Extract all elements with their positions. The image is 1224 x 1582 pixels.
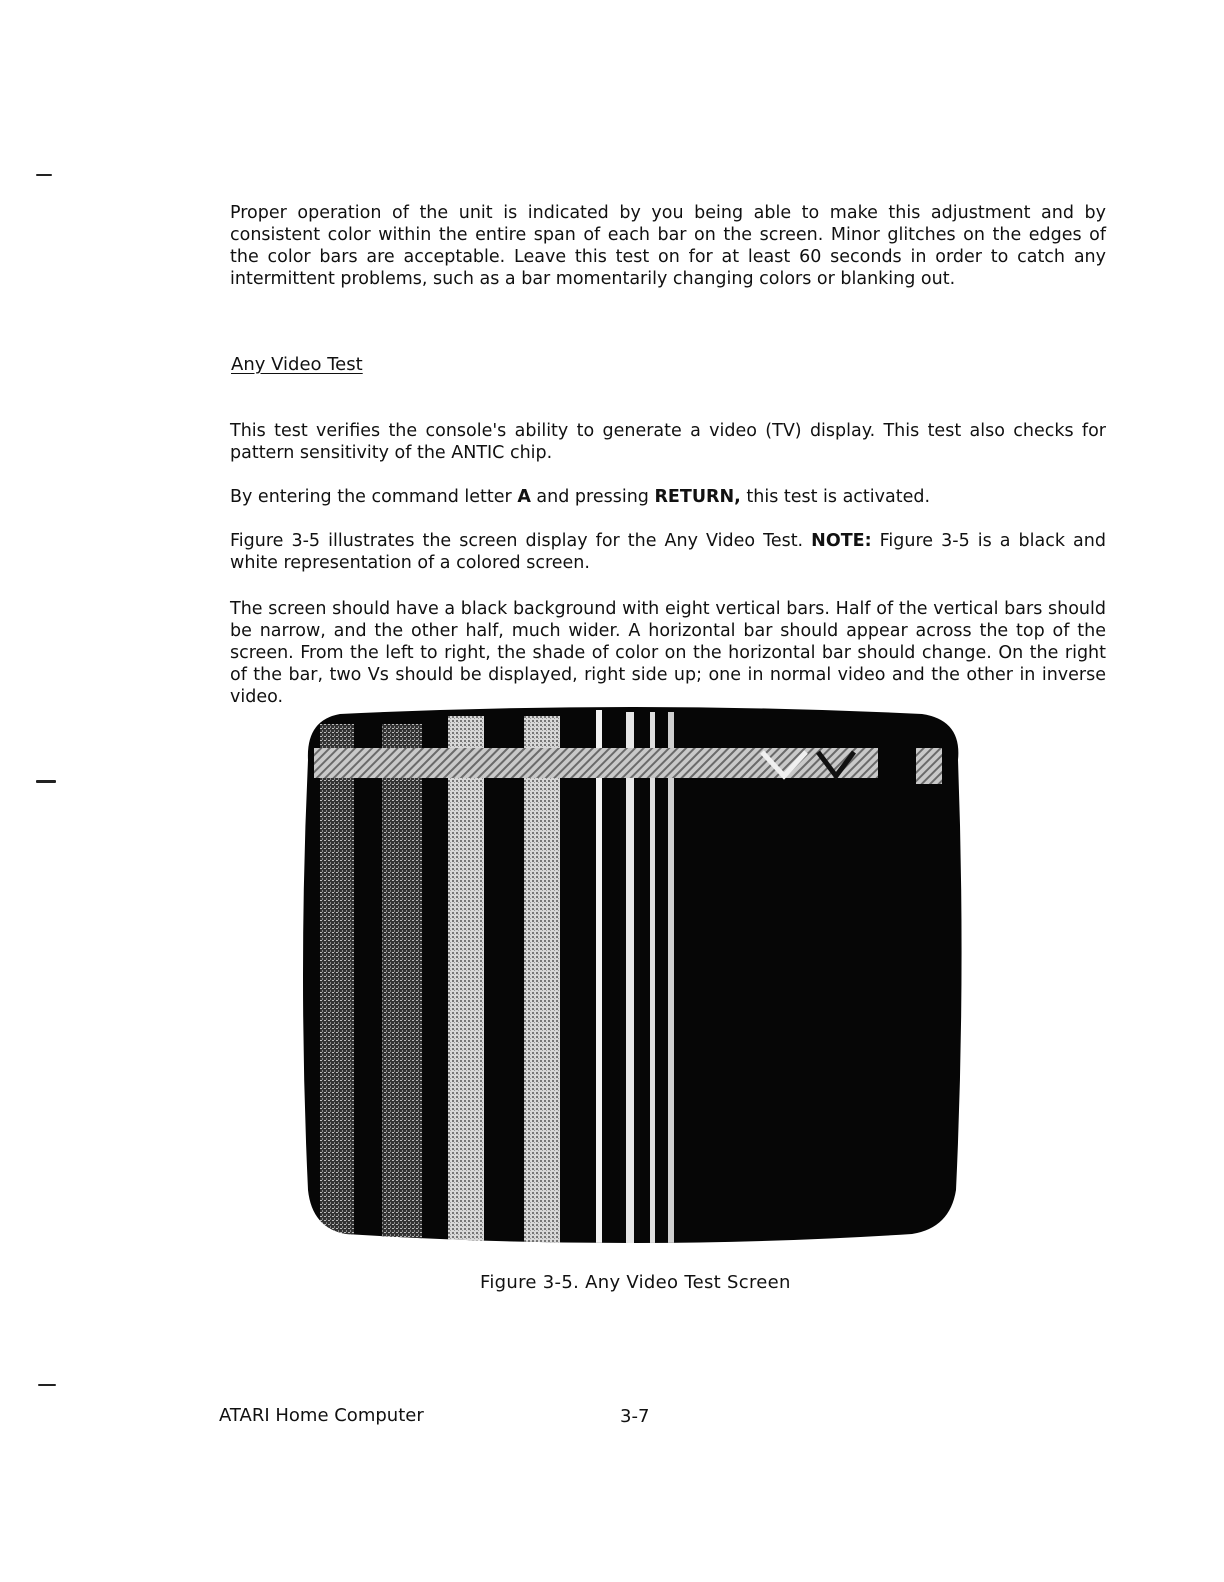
command-letter: A — [517, 486, 531, 507]
figure-tv-screen — [300, 700, 962, 1252]
vertical-bar — [382, 724, 422, 1244]
inverse-video-v — [812, 748, 868, 778]
page-number: 3-7 — [620, 1406, 650, 1427]
vertical-bar — [668, 712, 674, 1244]
footer-title: ATARI Home Computer — [219, 1405, 424, 1426]
return-key: RETURN, — [654, 486, 741, 507]
note-label: NOTE: — [811, 530, 872, 551]
paragraph-activation: By entering the command letter A and pressing RETURN, this test is activated. — [230, 486, 931, 507]
section-heading: Any Video Test — [231, 354, 363, 375]
paragraph-test-description: This test verifies the console's ability to generate a video (TV) display. This test also checks for pattern sensitivity of the ANTIC chip. — [230, 420, 1106, 463]
margin-mark — [36, 174, 52, 176]
tv-screen-illustration — [300, 700, 962, 1252]
margin-mark — [36, 780, 56, 783]
vertical-bar — [596, 710, 602, 1244]
vertical-bar — [448, 716, 484, 1244]
right-edge-block — [916, 748, 942, 784]
margin-mark — [38, 1384, 56, 1386]
paragraph-screen-description: The screen should have a black background with eight vertical bars. Half of the vertical bars should be narrow, and the other half, much wider. A horizontal bar should appear across the top of the screen. From the left to right, the shade of color on the horizontal bar should change. On the right of the bar, two Vs should be displayed, right side up; one in normal video and the other in inverse video. — [230, 598, 1106, 707]
vertical-bar — [524, 716, 560, 1244]
figure-caption: Figure 3-5. Any Video Test Screen — [480, 1272, 791, 1293]
intro-paragraph: Proper operation of the unit is indicated by you being able to make this adjustment and by consistent color within the entire span of each bar on the screen. Minor glitches on the edges of the color bars are acceptable. Leave this test on for at least 60 seconds in order to catch any intermittent problems, such as a bar momentarily changing colors or blanking out. — [230, 202, 1106, 289]
vertical-bar — [320, 724, 354, 1244]
vertical-bar — [626, 712, 634, 1244]
paragraph-figure-note: Figure 3-5 illustrates the screen display for the Any Video Test. NOTE: Figure 3-5 is a black and white representation of a colored screen. — [230, 530, 1106, 573]
vertical-bar — [650, 712, 655, 1244]
